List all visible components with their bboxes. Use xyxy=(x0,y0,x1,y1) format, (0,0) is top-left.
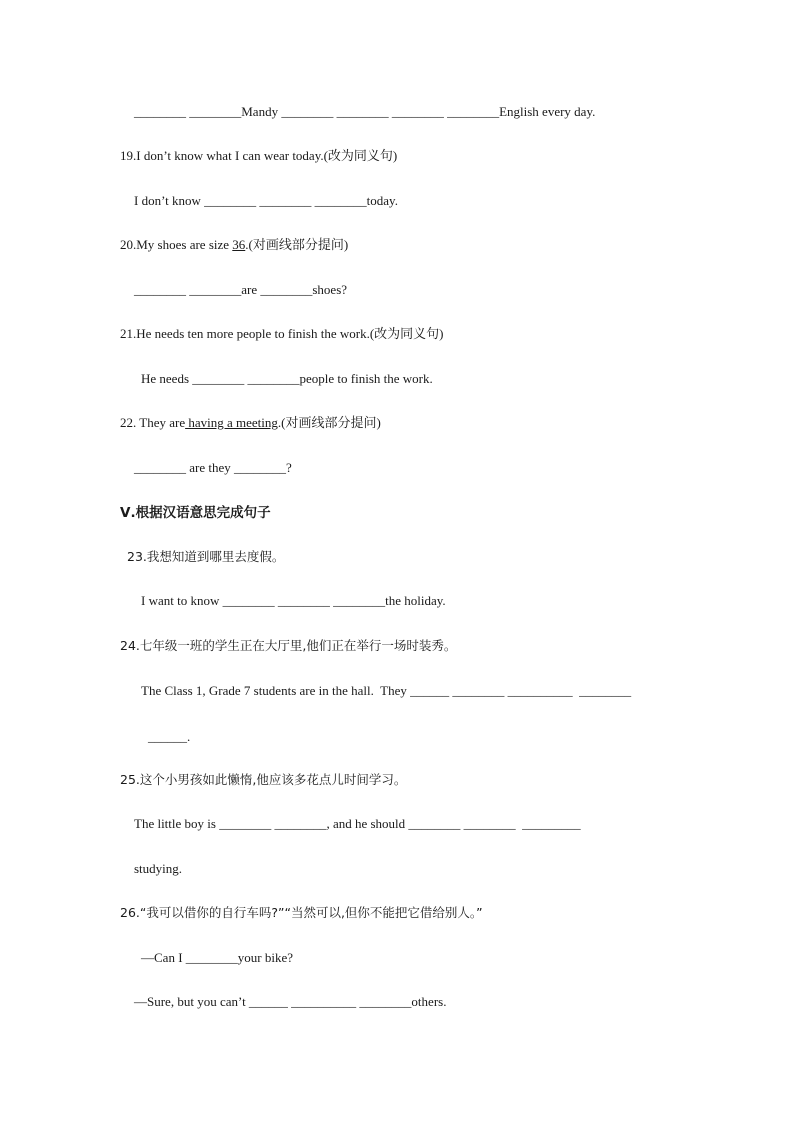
section-heading-v: Ⅴ.根据汉语意思完成句子 xyxy=(120,505,271,521)
answer-line-18: ________ ________Mandy ________ ________ ________ ________English every day. xyxy=(134,104,596,119)
question-21: 21.He needs ten more people to finish the work.(改为同义句) xyxy=(120,326,444,341)
answer-line-26-a: —Can I ________your bike? xyxy=(141,950,294,965)
question-22: 22. They are having a meeting.(对画线部分提问) xyxy=(120,415,381,430)
answer-line-21: He needs ________ ________people to finish the work. xyxy=(141,371,433,386)
underlined-part: having a meeting xyxy=(185,415,278,430)
answer-line-25-continued: studying. xyxy=(134,861,183,876)
answer-line-26-b: —Sure, but you can’t ______ __________ ________others. xyxy=(134,994,447,1009)
underlined-part: 36 xyxy=(232,237,246,252)
answer-line-23: I want to know ________ ________ ________the holiday. xyxy=(141,593,446,608)
answer-line-24: The Class 1, Grade 7 students are in the hall. They ______ ________ __________ ________ xyxy=(141,683,632,698)
question-20: 20.My shoes are size 36.(对画线部分提问) xyxy=(120,237,349,252)
answer-line-19: I don’t know ________ ________ ________today. xyxy=(134,193,398,208)
question-19: 19.I don’t know what I can wear today.(改为同义句) xyxy=(120,148,398,163)
answer-line-20: ________ ________are ________shoes? xyxy=(134,282,348,297)
question-23: 23.我想知道到哪里去度假。 xyxy=(127,549,285,564)
answer-line-25: The little boy is ________ ________, and he should ________ ________ _________ xyxy=(134,816,581,831)
question-24: 24.七年级一班的学生正在大厅里,他们正在举行一场时装秀。 xyxy=(120,638,457,653)
answer-line-22: ________ are they ________? xyxy=(134,460,292,475)
question-26: 26.“我可以借你的自行车吗?”“当然可以,但你不能把它借给别人。” xyxy=(120,905,483,920)
answer-line-24-continued: ______. xyxy=(148,729,191,744)
question-25: 25.这个小男孩如此懒惰,他应该多花点儿时间学习。 xyxy=(120,772,407,787)
